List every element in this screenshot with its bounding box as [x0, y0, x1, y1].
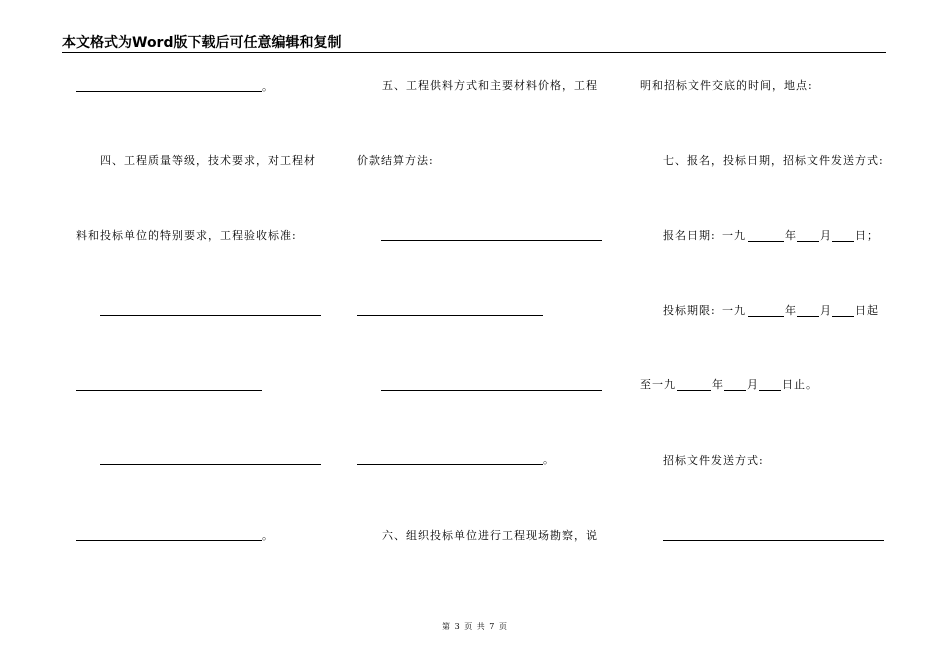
- end-mark: 。: [262, 529, 274, 542]
- day-blank: [759, 390, 781, 391]
- bid-period-from: 日起: [855, 304, 879, 317]
- item-6-heading: 六、组织投标单位进行工程现场勘察，说: [382, 529, 598, 542]
- fill-in-blank: [357, 315, 543, 316]
- until-prefix: 至一九: [640, 378, 676, 391]
- month-char: 月: [820, 304, 832, 317]
- fill-in-blank: [381, 240, 602, 241]
- fill-in-blank: [76, 390, 262, 391]
- item-4-continuation: 料和投标单位的特别要求，工程验收标准:: [76, 229, 297, 242]
- year-blank: [748, 316, 784, 317]
- signup-date-prefix: 一九: [722, 229, 746, 242]
- year-char: 年: [785, 304, 797, 317]
- item-5-heading: 五、工程供料方式和主要材料价格，工程: [382, 79, 598, 92]
- bid-period-prefix: 一九: [722, 304, 746, 317]
- fill-in-blank: [663, 540, 884, 541]
- bid-period-label: 投标期限:: [663, 304, 716, 317]
- page-number: 第 3 页 共 7 页: [442, 622, 508, 631]
- year-char: 年: [785, 229, 797, 242]
- fill-in-blank: [100, 464, 321, 465]
- month-blank: [724, 390, 746, 391]
- day-char: 日: [855, 229, 867, 242]
- fill-in-blank: [76, 540, 262, 541]
- month-char: 月: [820, 229, 832, 242]
- fill-in-blank: [100, 315, 321, 316]
- fill-in-blank: [357, 464, 543, 465]
- until-end: 日止。: [782, 378, 818, 391]
- end-mark: 。: [262, 80, 274, 93]
- signup-date-label: 报名日期:: [663, 229, 716, 242]
- month-char: 月: [747, 378, 759, 391]
- day-blank: [832, 316, 854, 317]
- year-blank: [677, 390, 711, 391]
- signup-date-end: ；: [867, 229, 879, 242]
- month-blank: [797, 241, 819, 242]
- item-5-continuation: 价款结算方法:: [357, 154, 434, 167]
- fill-in-blank: [381, 390, 602, 391]
- end-mark: 。: [543, 453, 555, 466]
- header-divider: [62, 52, 886, 53]
- item-6-continuation: 明和招标文件交底的时间，地点:: [640, 79, 813, 92]
- year-blank: [748, 241, 784, 242]
- fill-in-blank: [76, 91, 262, 92]
- day-blank: [832, 241, 854, 242]
- page-header-title: 本文格式为Word版下载后可任意编辑和复制: [62, 35, 342, 51]
- item-4-heading: 四、工程质量等级，技术要求，对工程材: [100, 154, 316, 167]
- send-method-label: 招标文件发送方式:: [663, 454, 764, 467]
- item-7-heading: 七、报名，投标日期，招标文件发送方式:: [663, 154, 884, 167]
- year-char: 年: [712, 378, 724, 391]
- month-blank: [797, 316, 819, 317]
